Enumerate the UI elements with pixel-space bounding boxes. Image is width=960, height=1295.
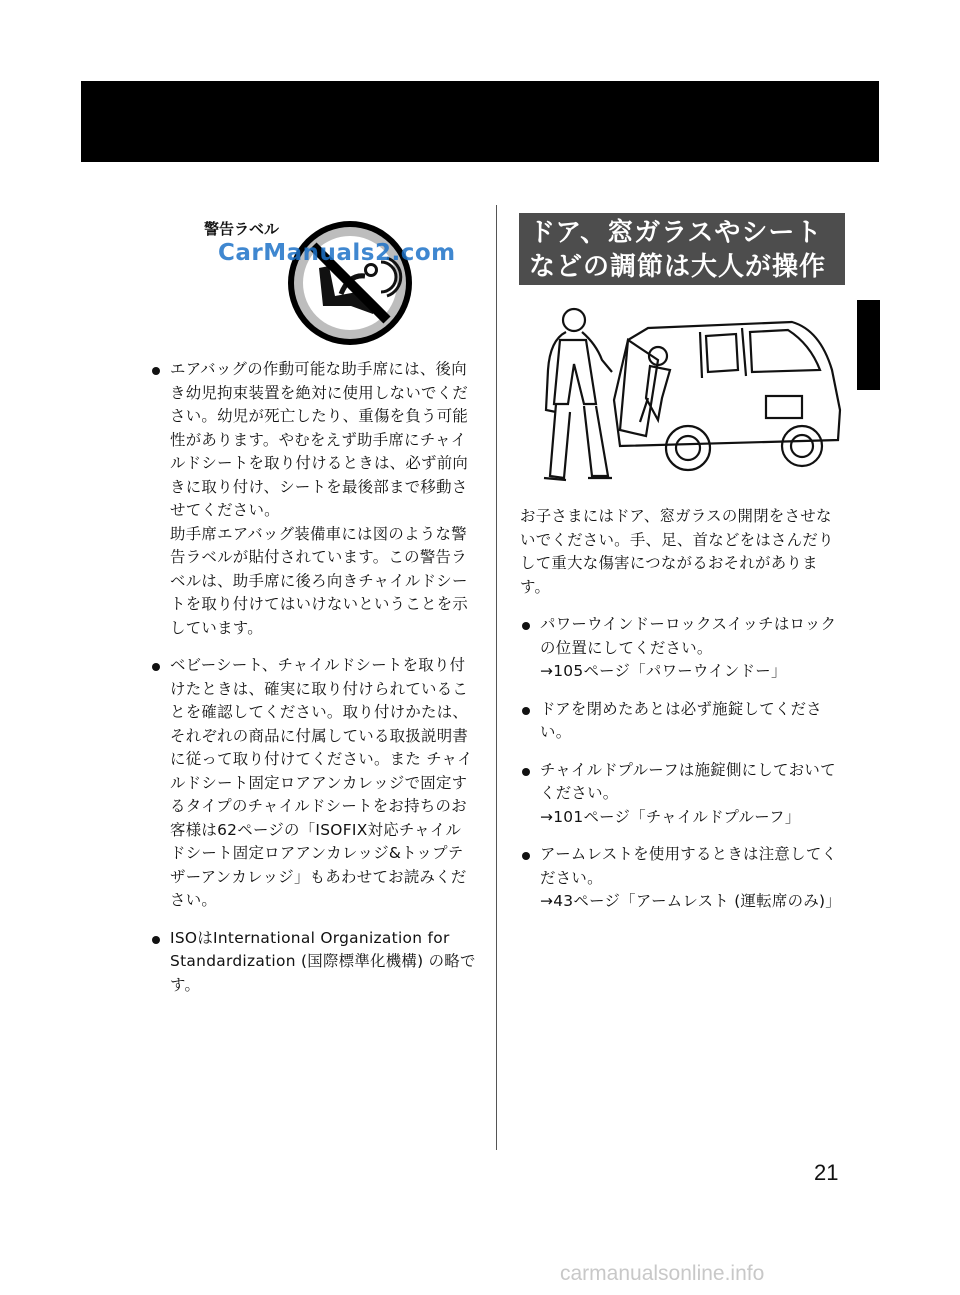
bullet-text: チャイルドプルーフは施錠側にしておいてください。 [540, 760, 836, 802]
list-item [520, 843, 846, 914]
list-item [150, 358, 476, 640]
footer-watermark: carmanualsonline.info [560, 1262, 765, 1285]
page-reference: →101ページ「チャイルドプルーフ」 [540, 807, 801, 826]
bullet-icon [522, 768, 530, 776]
column-divider [496, 205, 497, 1150]
list-item [520, 698, 846, 745]
bullet-icon [152, 663, 160, 671]
section-heading: ドア、窓ガラスやシートなどの調節は大人が操作する [519, 213, 845, 285]
list-item [520, 613, 846, 684]
bullet-icon [522, 707, 530, 715]
bullet-text: パワーウインドーロックスイッチはロックの位置にしてください。 [540, 615, 837, 657]
header-bar [81, 81, 879, 162]
page-reference: →43ページ「アームレスト (運転席のみ)」 [540, 892, 841, 910]
bullet-text: ISOはInternational Organization for Standardization (国際標準化機構) の略です。 [170, 928, 476, 994]
bullet-icon [152, 367, 160, 375]
bullet-icon [152, 936, 160, 944]
right-column [520, 505, 846, 928]
bullet-text: 助手席エアバッグ装備車には図のような警告ラベルが貼付されています。この警告ラベルは、助手席に後ろ向きチャイルドシートを取り付けてはいけないということを示しています。 [170, 524, 469, 637]
warning-label-caption: 警告ラベル [204, 220, 280, 238]
list-item [520, 759, 846, 830]
page-number: 21 [814, 1160, 839, 1185]
left-column [150, 358, 476, 1011]
list-item [150, 654, 476, 913]
bullet-icon [522, 852, 530, 860]
list-item [150, 927, 476, 998]
bullet-text: ドアを閉めたあとは必ず施錠してください。 [540, 699, 822, 741]
watermark-logo: CarManuals2.com [218, 240, 456, 266]
bullet-text: ベビーシート、チャイルドシートを取り付けたときは、確実に取り付けられていることを確認してください。取り付けかたは、それぞれの商品に付属している取扱説明書に従って取り付けてください。また チャイルドシート固定ロアアンカレッジで固定するタイプのチャイルドシートをお持ちのお客様は62ページの「ISOFIX対応チャイルドシート固定ロアアンカレッジ&トップテザーアンカレッジ」もあわせてお読みください。 [170, 656, 473, 909]
section-tab-marker [857, 300, 880, 390]
bullet-icon [522, 622, 530, 630]
intro-text: お子さまにはドア、窓ガラスの開閉をさせないでください。手、足、首などをはさんだりして重大な傷害につながるおそれがあります。 [520, 507, 834, 596]
page-reference: →105ページ「パワーウインドー」 [540, 662, 787, 680]
no-rear-facing-child-seat-icon [285, 218, 415, 348]
warning-label-figure [200, 212, 470, 372]
bullet-text: エアバッグの作動可能な助手席には、後向き幼児拘束装置を絶対に使用しないでください。幼児が死亡したり、重傷を負う可能性があります。やむをえず助手席にチャイルドシートを取り付けるときは、必ず前向きに取り付け、シートを最後部まで移動させてください。 [170, 360, 469, 519]
bullet-text: アームレストを使用するときは注意してください。 [540, 845, 838, 887]
adult-opening-car-door-for-child-illustration [530, 300, 845, 490]
